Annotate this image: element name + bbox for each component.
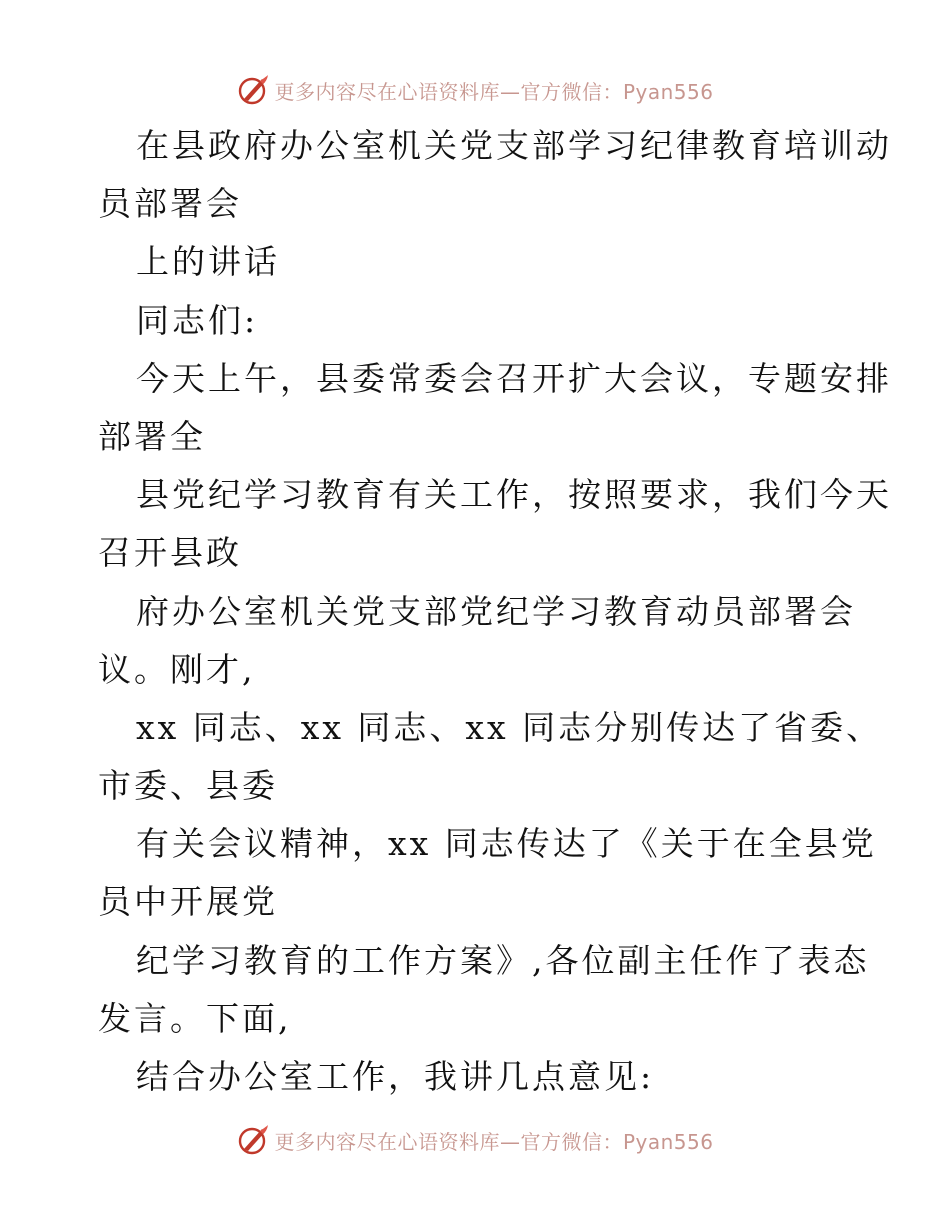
body-line-2: 员部署会 (98, 184, 242, 224)
body-line-5: 今天上午，县委常委会召开扩大会议，专题安排 (136, 358, 892, 398)
body-line-16: 发言。下面, (98, 998, 292, 1038)
body-line-15: 纪学习教育的工作方案》,各位副主任作了表态 (136, 940, 870, 980)
footer-watermark (0, 1120, 950, 1160)
body-line-4: 同志们: (136, 300, 259, 340)
body-line-9: 府办公室机关党支部党纪学习教育动员部署会 (136, 591, 856, 631)
document-body (98, 117, 892, 1106)
footer-watermark-text: 更多内容尽在心语资料库—官方微信：Pyan556 (274, 1129, 714, 1154)
body-line-10: 议。刚才, (98, 649, 256, 689)
body-line-8: 召开县政 (98, 533, 242, 573)
header-watermark-text: 更多内容尽在心语资料库—官方微信：Pyan556 (274, 79, 714, 104)
body-line-6: 部署全 (98, 416, 206, 456)
body-line-11: xx 同志、xx 同志、xx 同志分别传达了省委、 (136, 707, 883, 747)
body-line-14: 员中开展党 (98, 882, 278, 922)
quill-logo-icon (236, 73, 270, 107)
body-line-7: 县党纪学习教育有关工作，按照要求，我们今天 (136, 475, 892, 515)
body-line-12: 市委、县委 (98, 766, 278, 806)
body-line-13: 有关会议精神，xx 同志传达了《关于在全县党 (136, 824, 877, 864)
body-line-17: 结合办公室工作，我讲几点意见: (136, 1057, 655, 1096)
body-line-1: 在县政府办公室机关党支部学习纪律教育培训动 (136, 126, 892, 165)
body-line-3: 上的讲话 (136, 242, 280, 282)
quill-logo-icon (236, 1123, 270, 1157)
header-watermark (0, 70, 950, 110)
